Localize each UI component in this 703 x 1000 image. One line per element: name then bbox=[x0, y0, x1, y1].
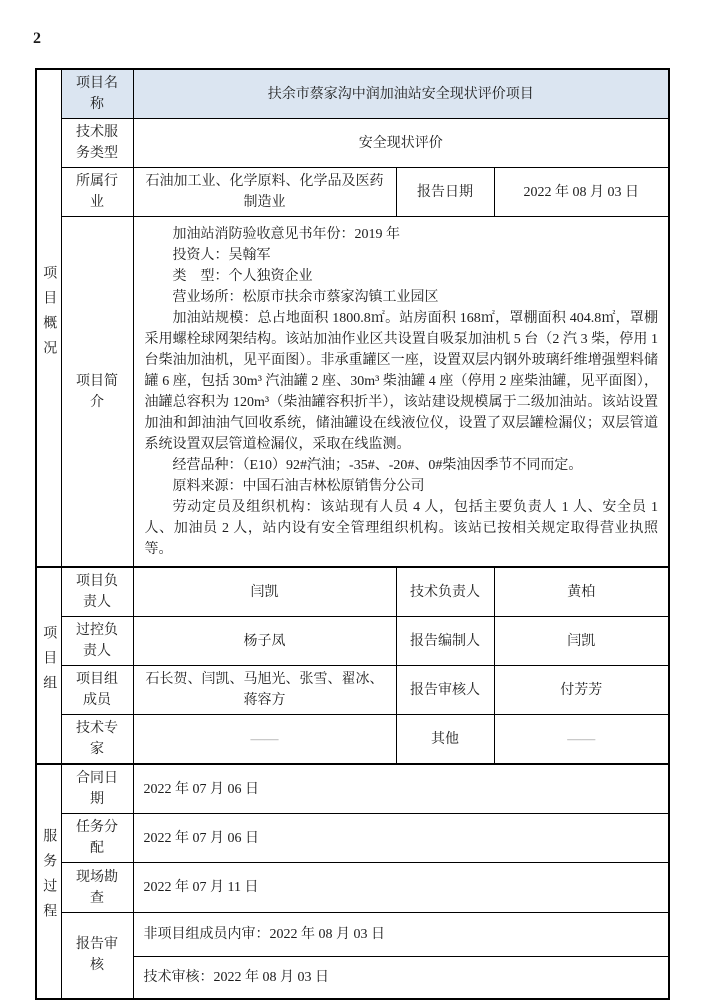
project-info-table bbox=[35, 68, 670, 1000]
intro-paragraph: 类 型：个人独资企业 bbox=[172, 269, 313, 284]
section-label-overview bbox=[36, 69, 61, 567]
row-process-control bbox=[36, 617, 669, 666]
task-assignment-value: 2022 年 07 月 06 日 bbox=[133, 814, 669, 863]
section-label-team-text: 项目组 bbox=[41, 624, 57, 700]
task-assignment-label: 任务分配 bbox=[61, 814, 133, 863]
intro-paragraph: 原料来源：中国石油吉林松原销售分公司 bbox=[172, 479, 425, 494]
section-label-process-text: 服务过程 bbox=[41, 827, 57, 928]
row-site-survey bbox=[36, 863, 669, 913]
section-label-team bbox=[36, 567, 61, 764]
section-label-process bbox=[36, 764, 61, 999]
report-writer-label: 报告编制人 bbox=[396, 617, 494, 666]
project-intro-value bbox=[133, 217, 669, 568]
contract-date-value: 2022 年 07 月 06 日 bbox=[133, 764, 669, 814]
report-review-label: 报告审核 bbox=[61, 913, 133, 999]
report-reviewer-label: 报告审核人 bbox=[396, 666, 494, 715]
intro-paragraph: 营业场所：松原市扶余市蔡家沟镇工业园区 bbox=[172, 290, 439, 305]
row-project-name bbox=[36, 69, 669, 119]
intro-paragraph: 劳动定员及组织机构：该站现有人员 4 人，包括主要负责人 1 人、安全员 1 人、加油员 2 人，站内设有安全管理组织机构。该站已按相关规定取得营业执照等。 bbox=[144, 500, 658, 557]
row-industry bbox=[36, 168, 669, 217]
row-service-type bbox=[36, 119, 669, 168]
service-type-value: 安全现状评价 bbox=[133, 119, 669, 168]
row-team-members bbox=[36, 666, 669, 715]
process-control-label: 过控负责人 bbox=[61, 617, 133, 666]
report-writer-value: 闫凯 bbox=[494, 617, 669, 666]
project-name-value: 扶余市蔡家沟中润加油站安全现状评价项目 bbox=[133, 69, 669, 119]
intro-paragraph: 经营品种：（E10）92#汽油；-35#、-20#、0#柴油因季节不同而定。 bbox=[172, 458, 583, 473]
report-reviewer-value: 付芳芳 bbox=[494, 666, 669, 715]
report-date-value: 2022 年 08 月 03 日 bbox=[494, 168, 669, 217]
section-label-overview-text: 项目概况 bbox=[41, 264, 57, 365]
other-value: —— bbox=[494, 715, 669, 765]
other-label: 其他 bbox=[396, 715, 494, 765]
row-project-leader bbox=[36, 567, 669, 617]
service-type-label: 技术服务类型 bbox=[61, 119, 133, 168]
team-members-value: 石长贺、闫凯、马旭光、张雪、翟冰、蒋容方 bbox=[133, 666, 396, 715]
tech-expert-label: 技术专家 bbox=[61, 715, 133, 765]
intro-paragraph: 加油站消防验收意见书年份：2019 年 bbox=[172, 227, 400, 242]
site-survey-label: 现场勘查 bbox=[61, 863, 133, 913]
site-survey-value: 2022 年 07 月 11 日 bbox=[133, 863, 669, 913]
page-number: 2 bbox=[33, 30, 41, 47]
row-contract-date bbox=[36, 764, 669, 814]
row-tech-expert bbox=[36, 715, 669, 765]
report-date-label: 报告日期 bbox=[396, 168, 494, 217]
project-leader-label: 项目负责人 bbox=[61, 567, 133, 617]
tech-leader-value: 黄柏 bbox=[494, 567, 669, 617]
row-task-assignment bbox=[36, 814, 669, 863]
row-report-review-internal bbox=[36, 913, 669, 957]
tech-leader-label: 技术负责人 bbox=[396, 567, 494, 617]
project-intro-label: 项目简介 bbox=[61, 217, 133, 568]
row-project-intro bbox=[36, 217, 669, 568]
intro-paragraph: 投资人：吴翰军 bbox=[172, 248, 271, 263]
project-leader-value: 闫凯 bbox=[133, 567, 396, 617]
team-members-label: 项目组成员 bbox=[61, 666, 133, 715]
industry-label: 所属行业 bbox=[61, 168, 133, 217]
process-control-value: 杨子凤 bbox=[133, 617, 396, 666]
report-review-internal-value: 非项目组成员内审：2022 年 08 月 03 日 bbox=[133, 913, 669, 957]
intro-paragraph: 加油站规模：总占地面积 1800.8㎡。站房面积 168㎡，罩棚面积 404.8㎡，罩棚采用螺栓球网架结构。该站加油作业区共设置自吸泵加油机 5 台（2 汽 3 柴，停用 1 台柴油加油机，见平面图）。非承重罐区一座，设置双层内钢外玻璃纤维增强塑料储罐 6 座，包括 30m³ 汽油罐 2 座、30m³ 柴油罐 4 座（停用 2 座柴油罐，见平面图），油罐总容积为 120m³（柴油罐容积折半），该站建设规模属于二级加油站。该站设置加油和卸油油气回收系统，储油罐设在线液位仪，设置了双层罐检漏仪；双层管道系统设置双层管道检漏仪，采取在线监测。 bbox=[144, 311, 658, 452]
industry-value: 石油加工业、化学原料、化学品及医药制造业 bbox=[133, 168, 396, 217]
report-review-technical-value: 技术审核：2022 年 08 月 03 日 bbox=[133, 957, 669, 999]
project-name-label: 项目名称 bbox=[61, 69, 133, 119]
tech-expert-value: —— bbox=[133, 715, 396, 765]
contract-date-label: 合同日期 bbox=[61, 764, 133, 814]
